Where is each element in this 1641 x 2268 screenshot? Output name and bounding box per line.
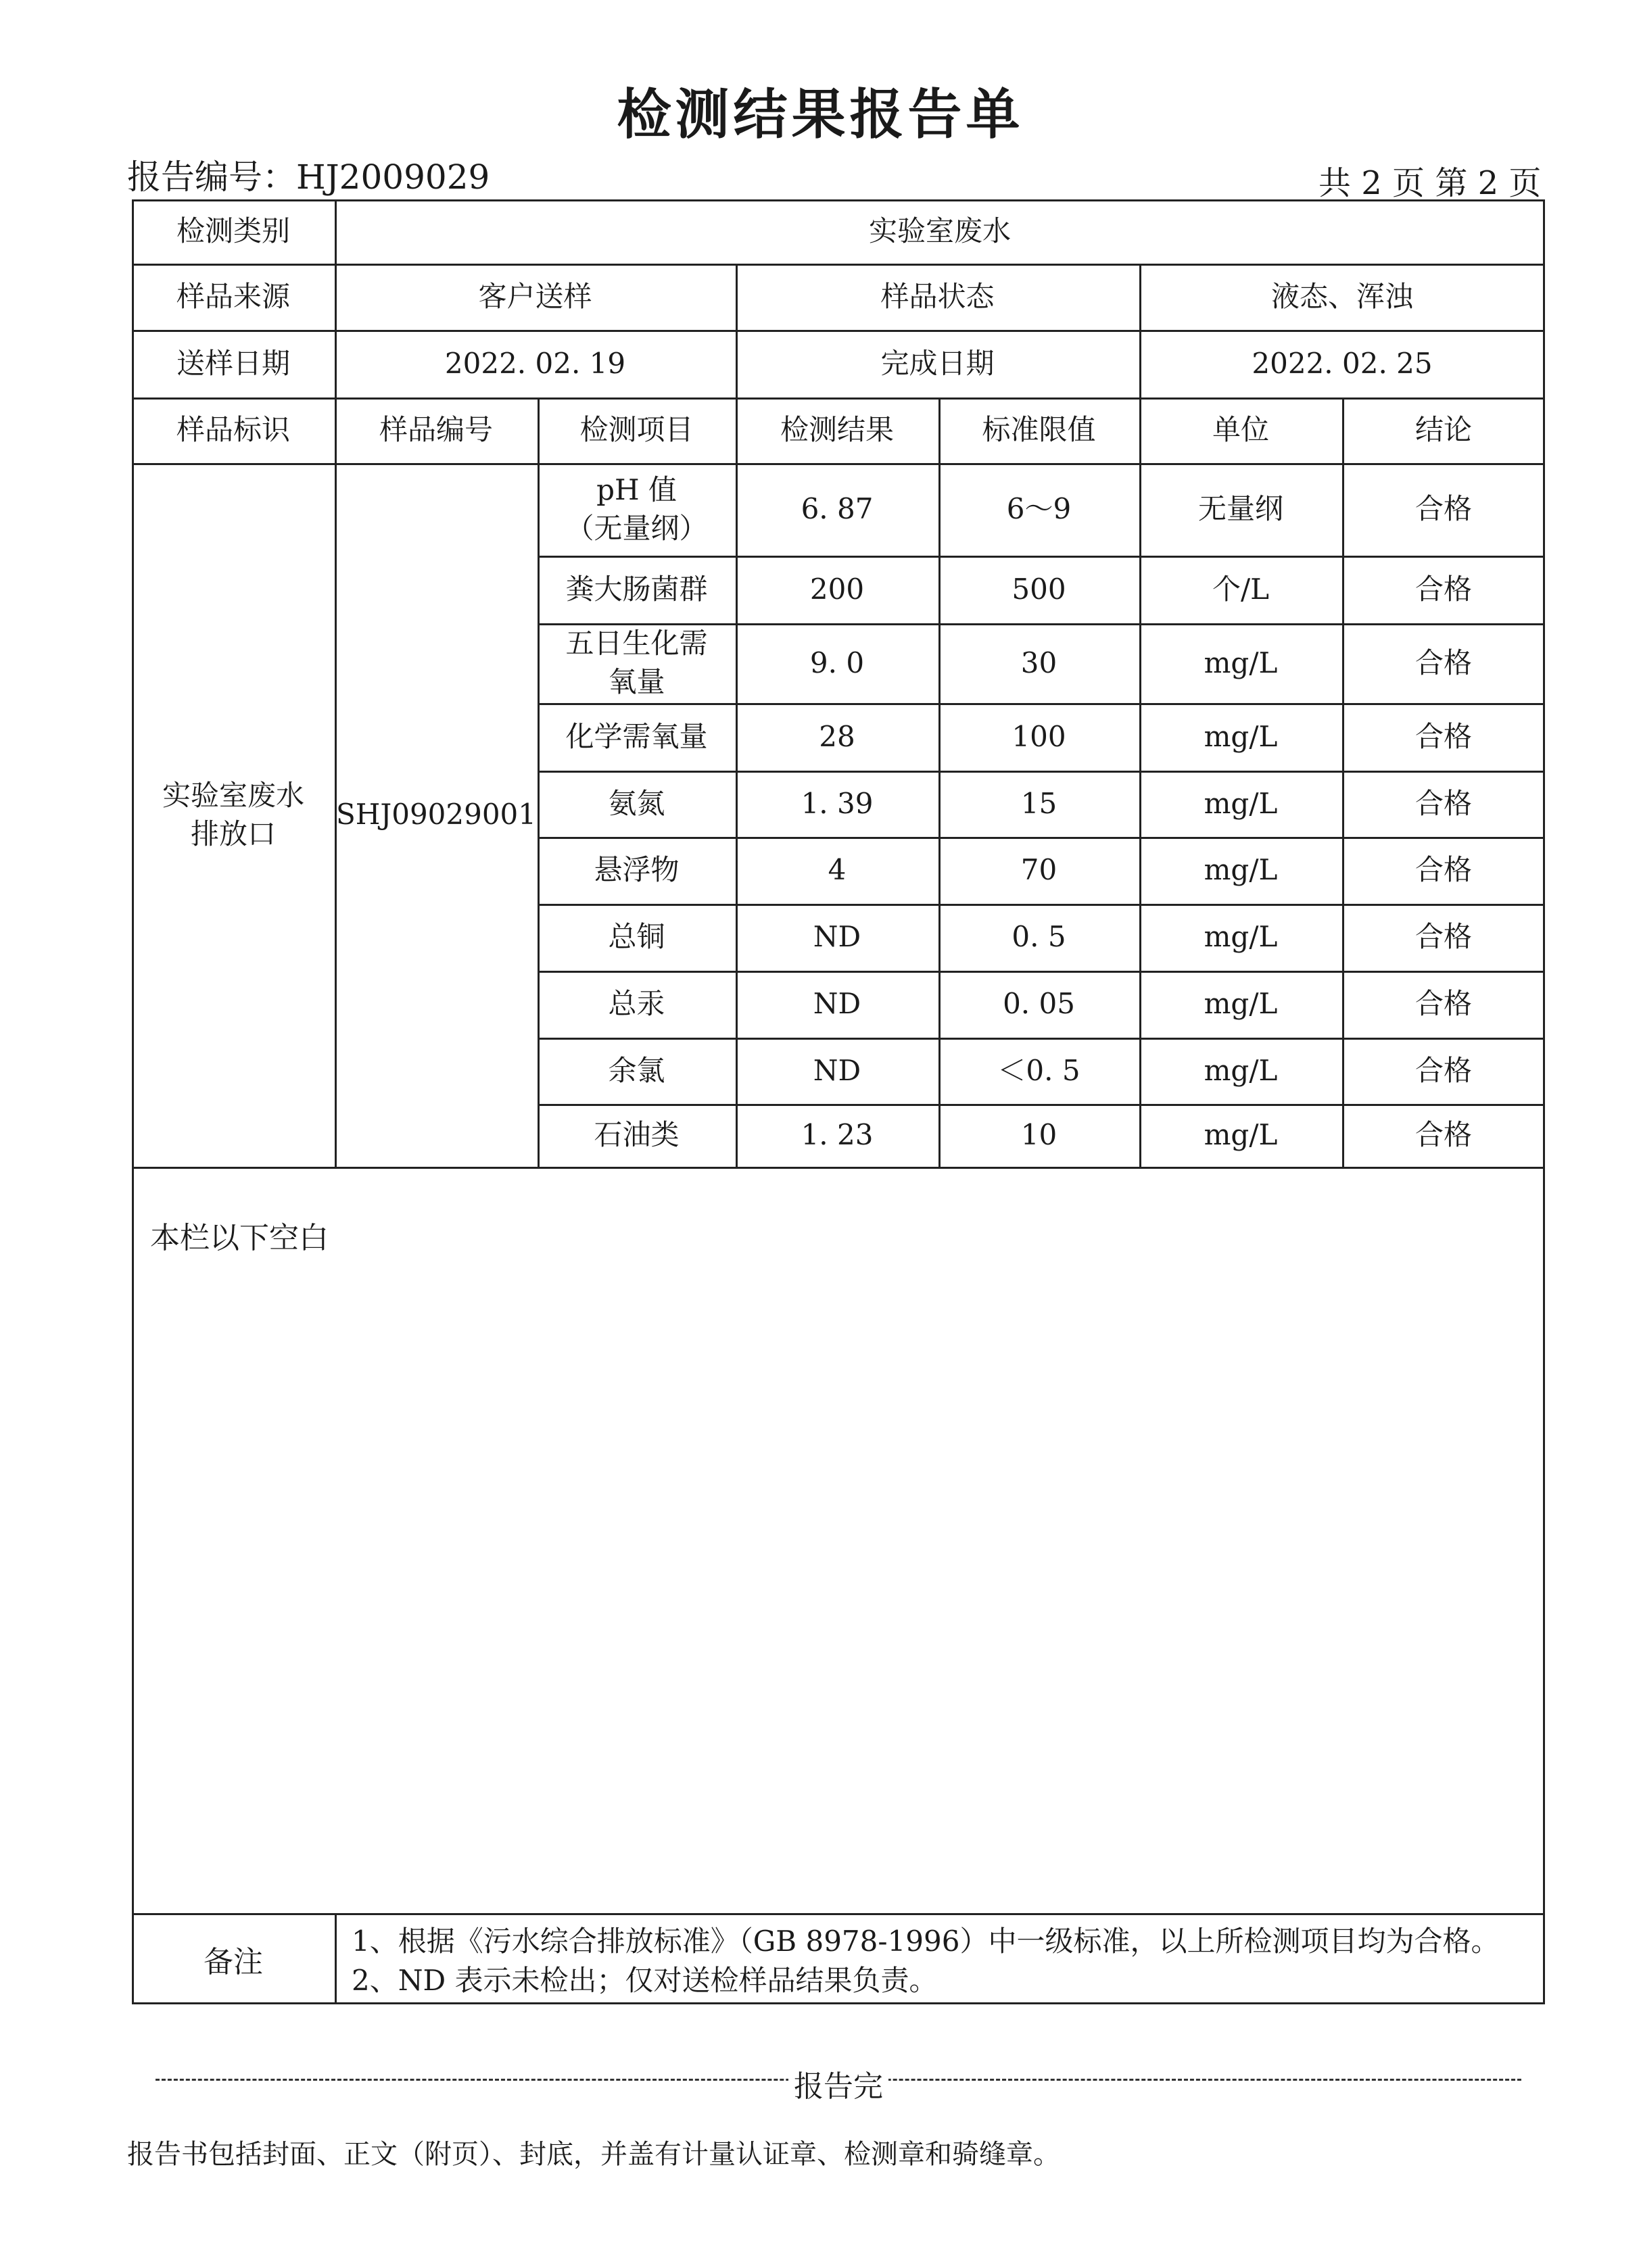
sample-id-line2: 排放口 xyxy=(190,817,276,850)
cell-conclusion: 合格 xyxy=(1414,572,1472,606)
end-of-report xyxy=(156,2062,1521,2104)
header-sample-id: 样品标识 xyxy=(176,413,290,447)
item-line1: 石油类 xyxy=(594,1118,680,1152)
notes-label: 备注 xyxy=(204,1944,263,1979)
done-date-label: 完成日期 xyxy=(880,346,995,380)
cell-unit: mg/L xyxy=(1204,853,1278,887)
item-line1: 悬浮物 xyxy=(594,853,680,887)
cell-limit: 6～9 xyxy=(1006,492,1072,526)
header-conclusion: 结论 xyxy=(1414,413,1472,447)
item-line1: 五日生化需 xyxy=(565,627,708,660)
cell-limit: 0. 5 xyxy=(1012,920,1066,954)
cell-conclusion: 合格 xyxy=(1414,646,1472,679)
cell-item xyxy=(538,623,736,703)
header-result: 检测结果 xyxy=(780,413,894,447)
cell-item xyxy=(538,837,736,904)
source-label: 样品来源 xyxy=(176,279,290,313)
cell-limit: 0. 05 xyxy=(1003,987,1075,1021)
cell-item xyxy=(538,703,736,771)
cell-unit: mg/L xyxy=(1204,719,1278,753)
note-line: 2、ND 表示未检出；仅对送检样品结果负责。 xyxy=(352,1964,938,1997)
cell-result: 9. 0 xyxy=(809,646,865,679)
cell-unit: mg/L xyxy=(1204,1053,1278,1087)
note-line: 1、根据《污水综合排放标准》（GB 8978-1996）中一级标准，以上所检测项目均为合格。 xyxy=(352,1925,1500,1958)
cell-conclusion: 合格 xyxy=(1414,920,1472,954)
source-value: 客户送样 xyxy=(478,279,592,313)
category-label: 检测类别 xyxy=(176,214,290,248)
cell-unit: 无量纲 xyxy=(1197,492,1283,526)
cell-unit: mg/L xyxy=(1204,786,1278,820)
cell-item xyxy=(538,971,736,1038)
cell-item xyxy=(538,1038,736,1104)
end-label-wrap xyxy=(156,2062,1521,2105)
item-line1: 总铜 xyxy=(608,920,665,954)
cell-unit: mg/L xyxy=(1204,987,1278,1021)
cell-limit: 70 xyxy=(1020,853,1057,887)
blank-note: 本栏以下空白 xyxy=(150,1221,329,1255)
sample-id-cell xyxy=(132,463,335,1167)
send-date-label: 送样日期 xyxy=(176,346,290,380)
send-date-value: 2022. 02. 19 xyxy=(444,346,626,380)
rule xyxy=(335,1913,337,2004)
cell-conclusion: 合格 xyxy=(1414,853,1472,887)
report-title: 检测结果报告单 xyxy=(617,82,1024,146)
cell-limit: 30 xyxy=(1020,646,1057,679)
item-line2: 氧量 xyxy=(608,665,665,698)
cell-limit: 10 xyxy=(1020,1118,1057,1152)
cell-conclusion: 合格 xyxy=(1414,987,1472,1021)
cell-unit: 个/L xyxy=(1212,572,1270,606)
header-unit: 单位 xyxy=(1212,413,1269,447)
item-line1: 余氯 xyxy=(608,1053,665,1087)
footer-note: 报告书包括封面、正文（附页）、封底，并盖有计量认证章、检测章和骑缝章。 xyxy=(127,2139,1060,2170)
rule xyxy=(132,1167,1545,1169)
item-line1: 化学需氧量 xyxy=(565,719,708,753)
cell-unit: mg/L xyxy=(1204,1118,1278,1152)
cell-result: ND xyxy=(813,1053,861,1087)
cell-result: 4 xyxy=(828,853,847,887)
item-line1: 粪大肠菌群 xyxy=(565,572,708,606)
cell-result: ND xyxy=(813,987,861,1021)
cell-limit: ＜0. 5 xyxy=(997,1053,1080,1087)
cell-item xyxy=(538,556,736,623)
header-limit: 标准限值 xyxy=(982,413,1096,447)
cell-result: 200 xyxy=(809,572,865,606)
cell-result: ND xyxy=(813,920,861,954)
cell-result: 6. 87 xyxy=(801,492,874,526)
done-date-value: 2022. 02. 25 xyxy=(1252,346,1433,380)
cell-item xyxy=(538,463,736,556)
cell-conclusion: 合格 xyxy=(1414,786,1472,820)
cell-limit: 15 xyxy=(1020,786,1057,820)
cell-unit: mg/L xyxy=(1204,646,1278,679)
header-sample-no: 样品编号 xyxy=(379,413,493,447)
sample-no-cell: SHJ09029001 xyxy=(335,798,536,831)
cell-conclusion: 合格 xyxy=(1414,719,1472,753)
rule xyxy=(132,1913,1545,1915)
cell-conclusion: 合格 xyxy=(1414,1118,1472,1152)
cell-limit: 100 xyxy=(1012,719,1066,753)
state-value: 液态、浑浊 xyxy=(1270,279,1413,313)
item-line1: 氨氮 xyxy=(608,786,665,820)
cell-item xyxy=(538,1104,736,1167)
state-label: 样品状态 xyxy=(880,279,995,313)
cell-limit: 500 xyxy=(1012,572,1066,606)
cell-item xyxy=(538,771,736,837)
cell-result: 1. 23 xyxy=(801,1118,874,1152)
cell-result: 28 xyxy=(819,719,855,753)
item-line2: （无量纲） xyxy=(565,511,708,545)
cell-unit: mg/L xyxy=(1204,920,1278,954)
report-number: 报告编号：HJ2009029 xyxy=(127,158,490,197)
item-line1: 总汞 xyxy=(608,987,665,1021)
category-value: 实验室废水 xyxy=(868,214,1011,248)
page-info: 共 2 页 第 2 页 xyxy=(1318,164,1542,202)
cell-item xyxy=(538,904,736,971)
cell-conclusion: 合格 xyxy=(1414,1053,1472,1087)
cell-result: 1. 39 xyxy=(801,786,874,820)
end-label: 报告完 xyxy=(788,2069,888,2104)
header-item: 检测项目 xyxy=(579,413,694,447)
cell-conclusion: 合格 xyxy=(1414,492,1472,526)
item-line1: pH 值 xyxy=(596,473,677,506)
notes xyxy=(352,1922,1499,2000)
sample-id-line1: 实验室废水 xyxy=(162,778,304,812)
